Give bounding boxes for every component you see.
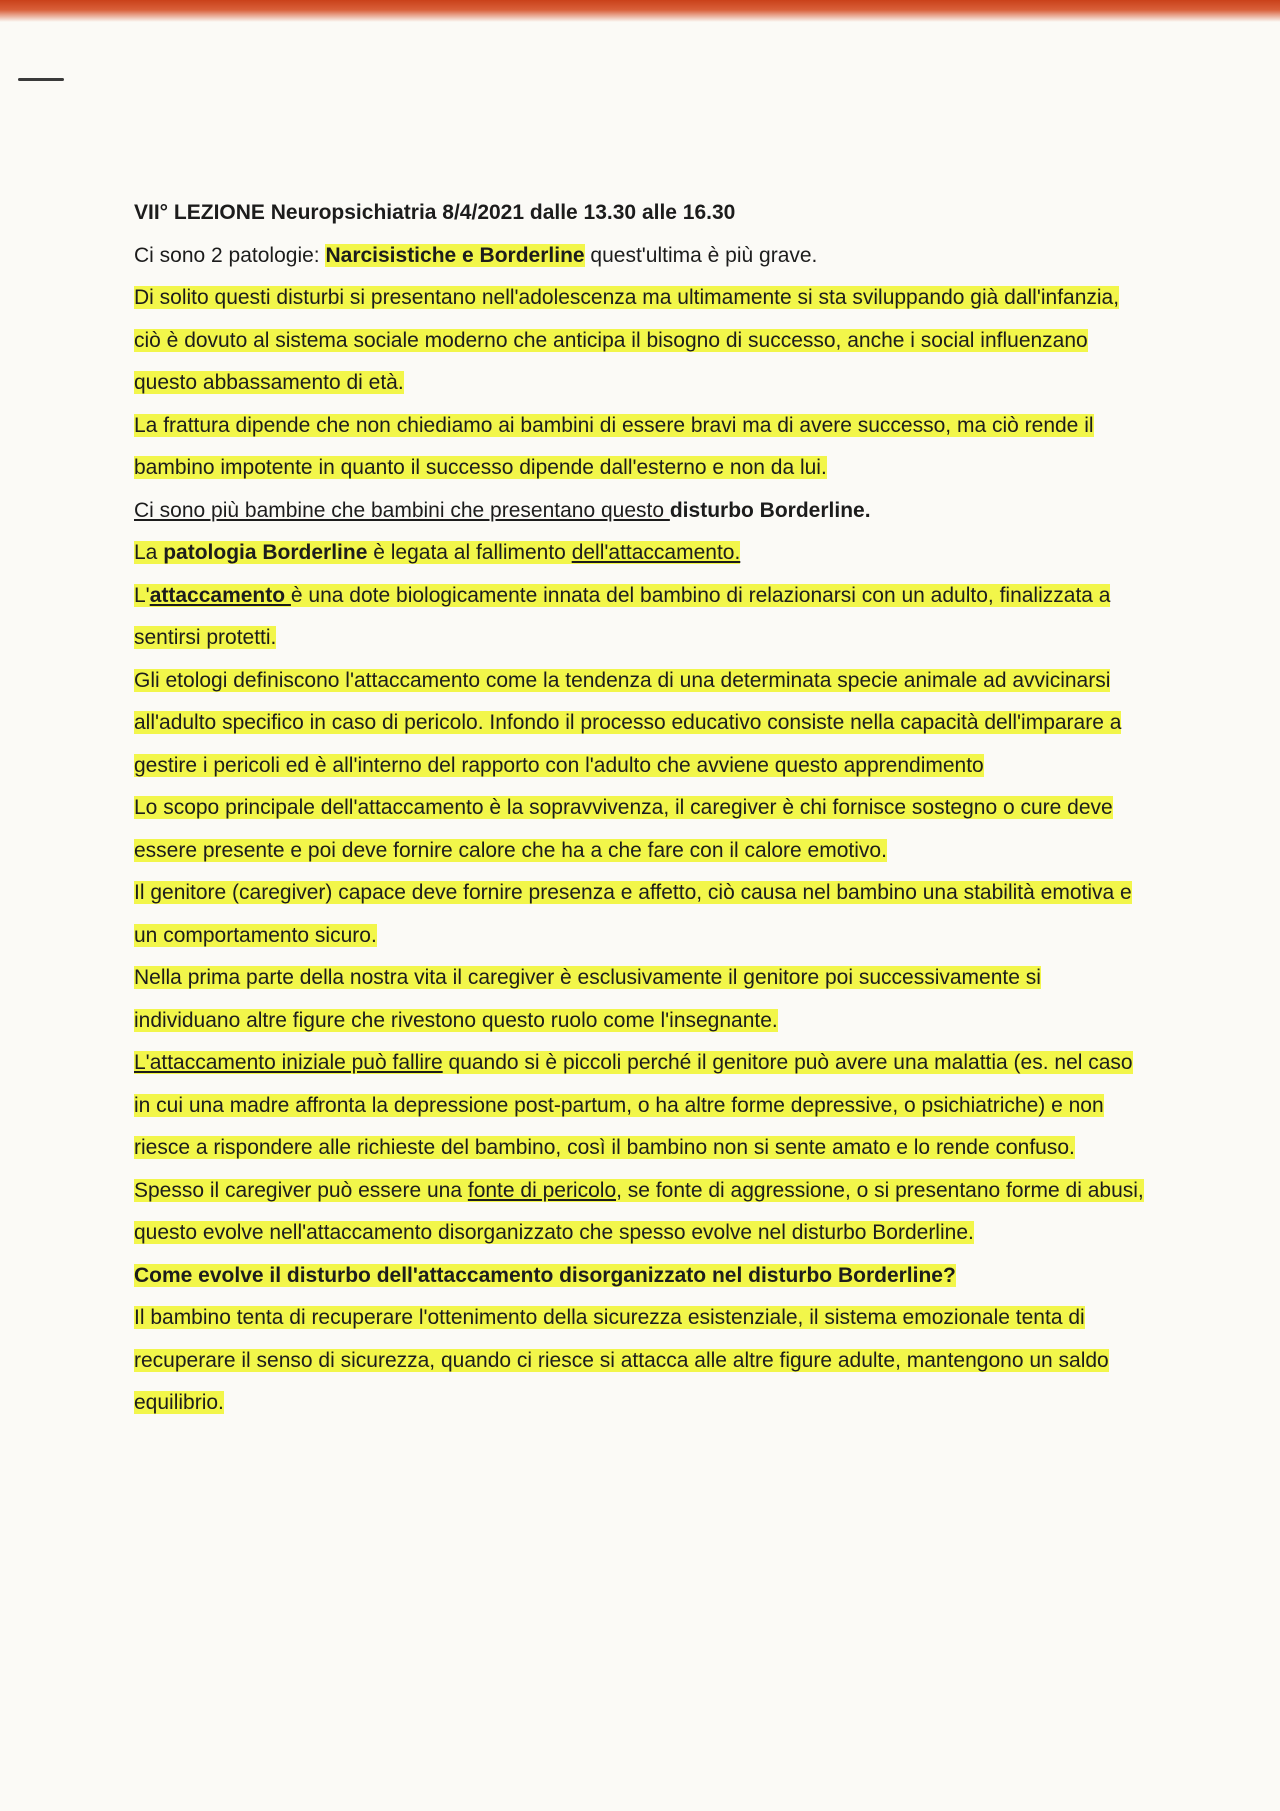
paragraph-12-underlined: fonte di pericolo <box>467 1178 617 1202</box>
paragraph-5 <box>134 532 1144 575</box>
paragraph-1 <box>134 235 1144 278</box>
pen-mark <box>18 78 64 81</box>
paragraph-2-text: Di solito questi disturbi si presentano nell'adolescenza ma ultimamente si sta sviluppando già dall'infanzia, ciò è dovuto al sistema sociale moderno che anticipa il bisogno di successo, anche i social influenzano questo abbassamento di età. <box>134 286 1120 394</box>
pathologies-highlight: Narcisistiche e Borderline <box>325 243 585 267</box>
paragraph-12-start: Spesso il caregiver può essere una <box>134 1178 468 1202</box>
paragraph-5-underlined: dell'attaccamento. <box>571 541 741 564</box>
paper-top-edge <box>0 0 1280 22</box>
paragraph-3-text: La frattura dipende che non chiediamo ai bambini di essere bravi ma di avere successo, ma ciò rende il bambino impotente in quanto il successo dipende dall'esterno e non da lui. <box>134 413 1094 479</box>
paragraph-13 <box>134 1255 1144 1298</box>
paragraph-4-bold: disturbo Borderline. <box>669 498 871 522</box>
paragraph-7-text: Gli etologi definiscono l'attaccamento come la tendenza di una determinata specie animale ad avvicinarsi all'adulto specifico in caso di pericolo. Infondo il processo educativo consiste nella capacità dell'imparare a gestire i pericoli ed è all'interno del rapporto con l'adulto che avviene questo apprendimento <box>134 668 1122 777</box>
page-title: VII° LEZIONE Neuropsichiatria 8/4/2021 dalle 13.30 alle 16.30 <box>134 201 736 224</box>
paragraph-2 <box>134 277 1144 405</box>
paragraph-6-text: è una dote biologicamente innata del bambino di relazionarsi con un adulto, finalizzata a sentirsi protetti. <box>134 583 1111 649</box>
paragraph-8-text: Lo scopo principale dell'attaccamento è la sopravvivenza, il caregiver è chi fornisce sostegno o cure deve essere presente e poi deve fornire calore che ha a che fare con il calore emotivo. <box>134 796 1113 862</box>
paragraph-6-start: L' <box>134 583 150 607</box>
paragraph-10-text: Nella prima parte della nostra vita il caregiver è esclusivamente il genitore poi successivamente si individuano altre figure che rivestono questo ruolo come l'insegnante. <box>134 966 1041 1032</box>
paragraph-7 <box>134 660 1144 788</box>
paragraph-9-text: Il genitore (caregiver) capace deve fornire presenza e affetto, ciò causa nel bambino una stabilità emotiva e un comportamento sicuro. <box>134 881 1132 947</box>
paragraph-12-text: , se fonte di aggressione, o si presentano forme di abusi, questo evolve nell'attaccamento disorganizzato che spesso evolve nel disturbo Borderline. <box>134 1178 1144 1244</box>
paragraph-5-start: La <box>134 541 164 564</box>
paragraph-1-end: quest'ultima è più grave. <box>584 243 818 267</box>
paragraph-9 <box>134 872 1144 957</box>
paragraph-4 <box>134 490 1144 533</box>
paragraph-12 <box>134 1170 1144 1255</box>
paragraph-11-text: quando si è piccoli perché il genitore può avere una malattia (es. nel caso in cui una madre affronta la depressione post-partum, o ha altre forme depressive, o psichiatriche) e non riesce a rispondere alle richieste del bambino, così il bambino non si sente amato e lo rende confuso. <box>134 1051 1133 1159</box>
paragraph-5-mid: è legata al fallimento <box>367 541 572 564</box>
paragraph-11 <box>134 1042 1144 1170</box>
paragraph-6-term: attaccamento <box>149 583 291 607</box>
lecture-notes <box>134 192 1144 1425</box>
paragraph-11-underlined: L'attaccamento iniziale può fallire <box>134 1051 443 1074</box>
paragraph-14 <box>134 1297 1144 1425</box>
paragraph-14-text: Il bambino tenta di recuperare l'ottenimento della sicurezza esistenziale, il sistema emozionale tenta di recuperare il senso di sicurezza, quando ci riesce si attacca alle altre figure adulte, mantengono un saldo equilibrio. <box>134 1306 1109 1414</box>
paragraph-1-intro: Ci sono 2 patologie: <box>134 243 326 267</box>
paragraph-6 <box>134 575 1144 660</box>
paragraph-4-text: Ci sono più bambine che bambini che presentano questo <box>134 498 670 522</box>
paragraph-8 <box>134 787 1144 872</box>
paragraph-3 <box>134 405 1144 490</box>
question-heading: Come evolve il disturbo dell'attaccamento disorganizzato nel disturbo Borderline? <box>134 1263 956 1287</box>
paragraph-5-bold: patologia Borderline <box>163 541 368 564</box>
paragraph-10 <box>134 957 1144 1042</box>
